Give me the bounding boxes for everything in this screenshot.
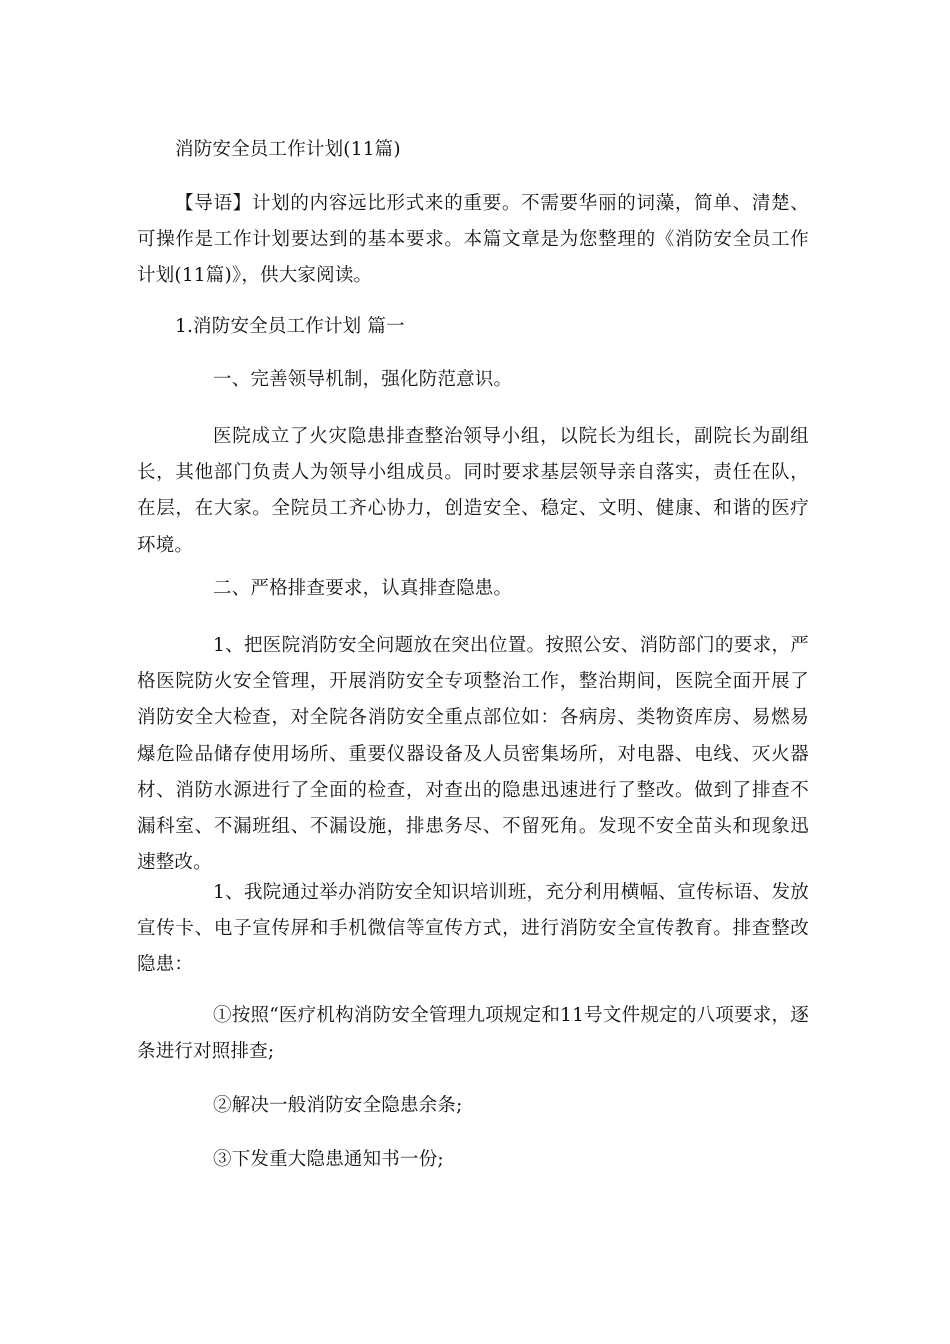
section-heading: 1.消防安全员工作计划 篇一 xyxy=(175,316,405,337)
list-item-two: ②解决一般消防安全隐患余条; xyxy=(213,1095,463,1116)
paragraph-three: 1、我院通过举办消防安全知识培训班，充分利用横幅、宣传标语、发放宣传卡、电子宣传屏和手机微信等宣传方式，进行消防安全宣传教育。排查整改隐患： xyxy=(137,882,809,976)
list-item-one: ①按照“医疗机构消防安全管理九项规定和11号文件规定的八项要求，逐条进行对照排查; xyxy=(137,1005,809,1063)
heading-one: 一、完善领导机制，强化防范意识。 xyxy=(213,369,513,390)
intro-paragraph: 【导语】计划的内容远比形式来的重要。不需要华丽的词藻，简单、清楚、可操作是工作计划要达到的基本要求。本篇文章是为您整理的《消防安全员工作计划(11篇)》，供大家阅读。 xyxy=(137,193,809,287)
paragraph-one: 医院成立了火灾隐患排查整治领导小组，以院长为组长，副院长为副组长，其他部门负责人为领导小组成员。同时要求基层领导亲自落实，责任在队，在层，在大家。全院员工齐心协力，创造安全、稳定、文明、健康、和谐的医疗环境。 xyxy=(137,426,809,556)
document-title: 消防安全员工作计划(11篇) xyxy=(175,139,401,160)
list-item-three: ③下发重大隐患通知书一份; xyxy=(213,1149,444,1170)
paragraph-two: 1、把医院消防安全问题放在突出位置。按照公安、消防部门的要求，严格医院防火安全管理，开展消防安全专项整治工作，整治期间，医院全面开展了消防安全大检查，对全院各消防安全重点部位如：各病房、类物资库房、易燃易爆危险品储存使用场所、重要仪器设备及人员密集场所，对电器、电线、灭火器材、消防水源进行了全面的检查，对查出的隐患迅速进行了整改。做到了排查不漏科室、不漏班组、不漏设施，排患务尽、不留死角。发现不安全苗头和现象迅速整改。 xyxy=(137,635,809,874)
heading-two: 二、严格排查要求，认真排查隐患。 xyxy=(213,578,513,599)
